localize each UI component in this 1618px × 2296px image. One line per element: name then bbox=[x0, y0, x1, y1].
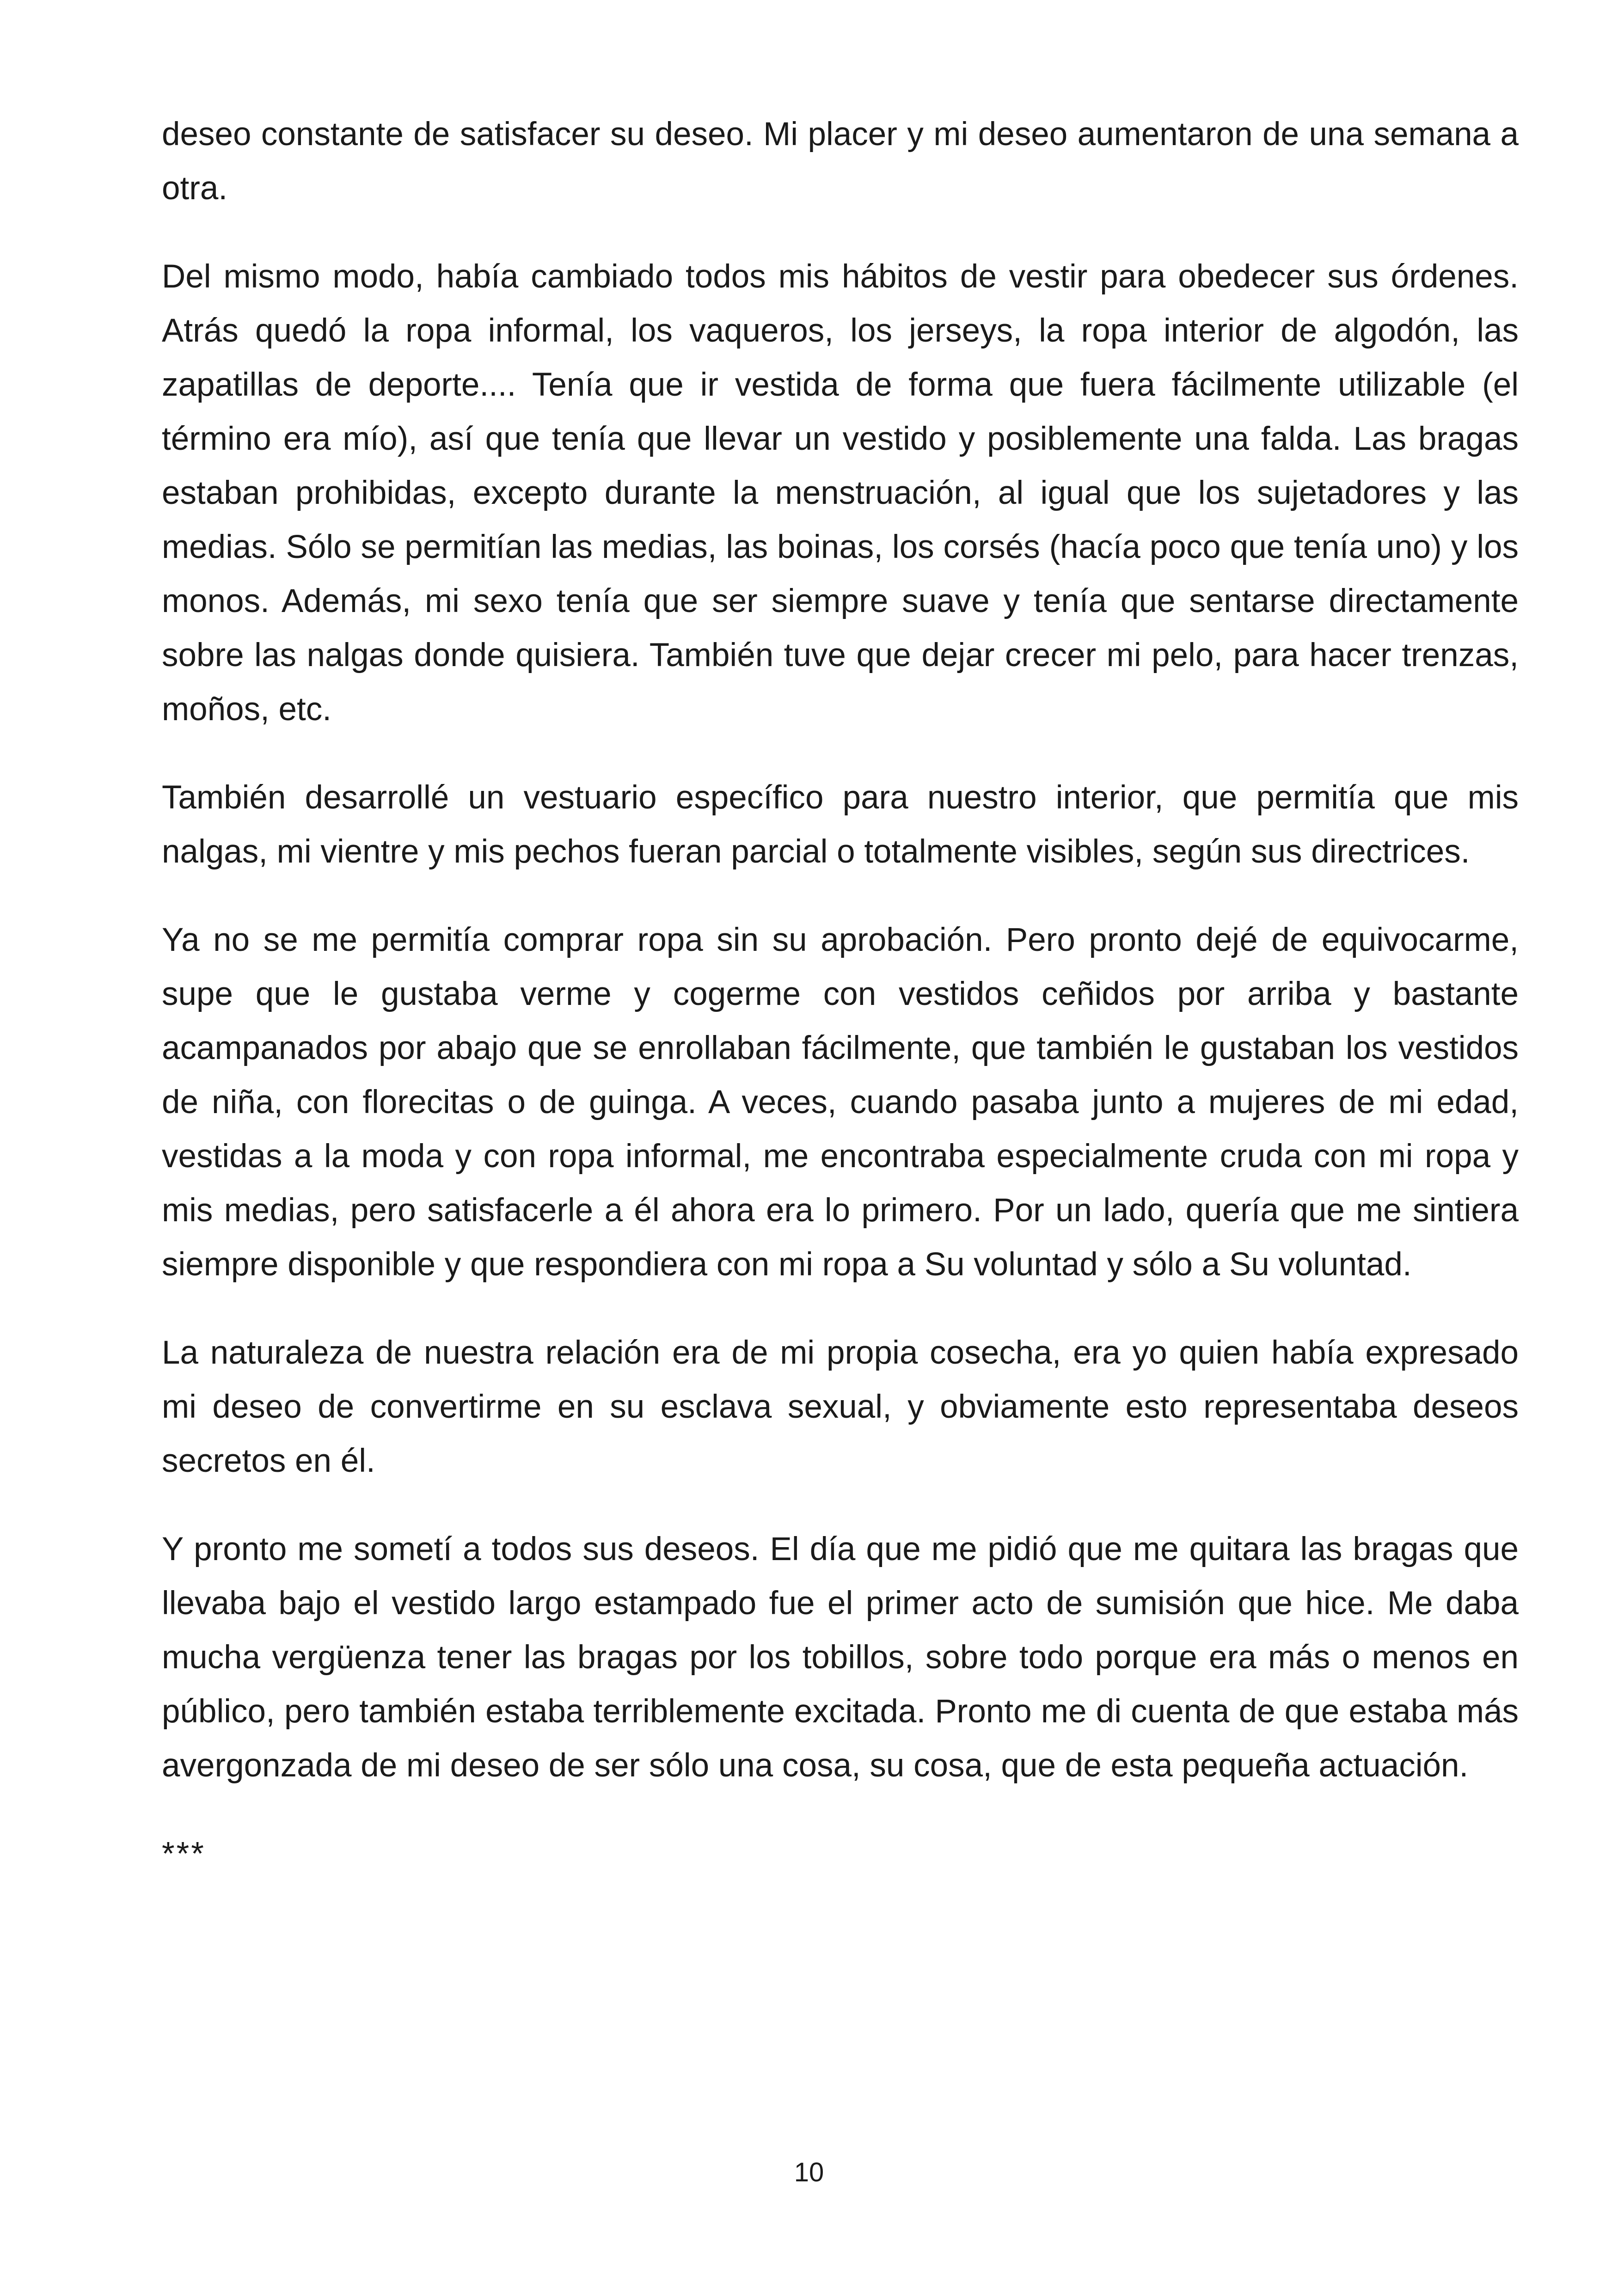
paragraph-2: Del mismo modo, había cambiado todos mis hábitos de vestir para obedecer sus órdenes. Atrás quedó la ropa informal, los vaqueros, los jerseys, la ropa interior de algodón, las zapatillas de deporte.... Tenía que ir vestida de forma que fuera fácilmente utilizable (el término era mío), así que tenía que llevar un vestido y posiblemente una falda. Las bragas estaban prohibidas, excepto durante la menstruación, al igual que los sujetadores y las medias. Sólo se permitían las medias, las boinas, los corsés (hacía poco que tenía uno) y los monos. Además, mi sexo tenía que ser siempre suave y tenía que sentarse directamente sobre las nalgas donde quisiera. También tuve que dejar crecer mi pelo, para hacer trenzas, moños, etc. bbox=[162, 258, 1519, 728]
page-number: 10 bbox=[794, 2157, 824, 2187]
paragraph-5: La naturaleza de nuestra relación era de mi propia cosecha, era yo quien había expresado mi deseo de convertirme en su esclava sexual, y obviamente esto representaba deseos secretos en él. bbox=[162, 1335, 1519, 1479]
paragraph-1: deseo constante de satisfacer su deseo. Mi placer y mi deseo aumentaron de una semana a otra. bbox=[162, 116, 1519, 207]
section-separator: *** bbox=[162, 1836, 206, 1872]
paragraph-3: También desarrollé un vestuario específico para nuestro interior, que permitía que mis nalgas, mi vientre y mis pechos fueran parcial o totalmente visibles, según sus directrices. bbox=[162, 779, 1519, 870]
paragraph-6: Y pronto me sometí a todos sus deseos. El día que me pidió que me quitara las bragas que llevaba bajo el vestido largo estampado fue el primer acto de sumisión que hice. Me daba mucha vergüenza tener las bragas por los tobillos, sobre todo porque era más o menos en público, pero también estaba terriblemente excitada. Pronto me di cuenta de que estaba más avergonzada de mi deseo de ser sólo una cosa, su cosa, que de esta pequeña actuación. bbox=[162, 1531, 1519, 1784]
paragraph-4: Ya no se me permitía comprar ropa sin su aprobación. Pero pronto dejé de equivocarme, supe que le gustaba verme y cogerme con vestidos ceñidos por arriba y bastante acampanados por abajo que se enrollaban fácilmente, que también le gustaban los vestidos de niña, con florecitas o de guinga. A veces, cuando pasaba junto a mujeres de mi edad, vestidas a la moda y con ropa informal, me encontraba especialmente cruda con mi ropa y mis medias, pero satisfacerle a él ahora era lo primero. Por un lado, quería que me sintiera siempre disponible y que respondiera con mi ropa a Su voluntad y sólo a Su voluntad. bbox=[162, 922, 1519, 1283]
body-text bbox=[162, 107, 1519, 1881]
